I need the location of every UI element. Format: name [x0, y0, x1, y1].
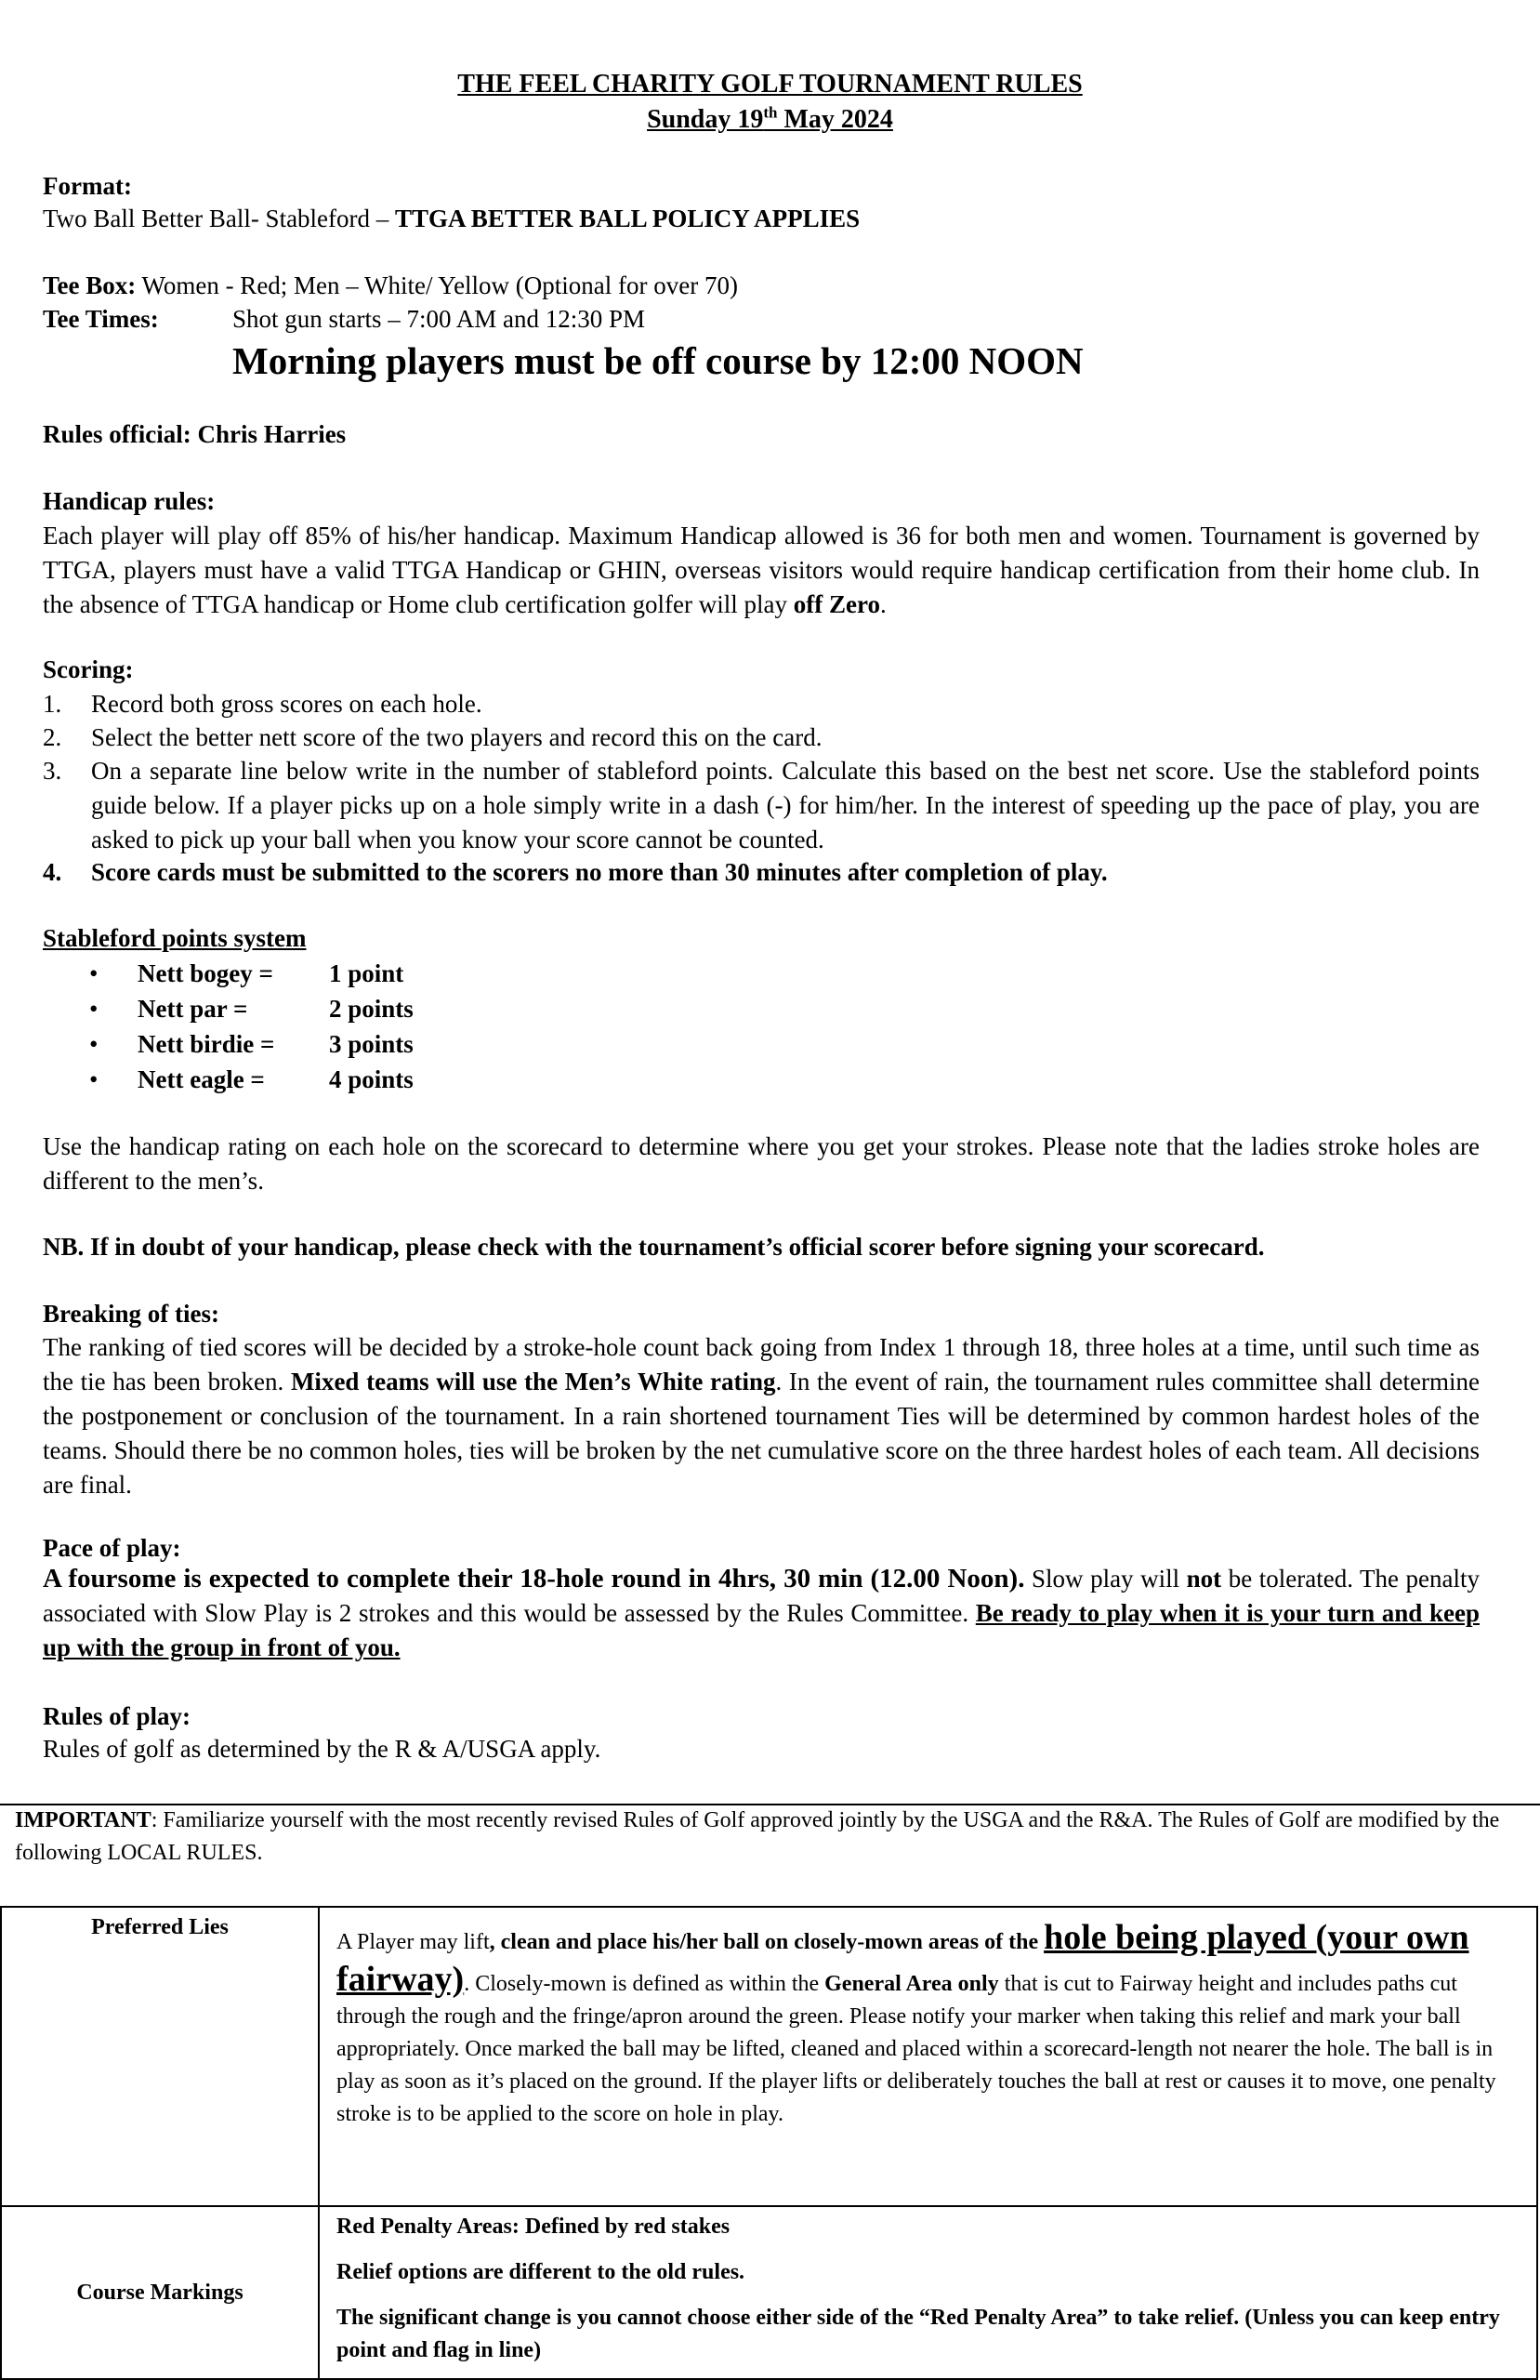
nb-note: NB. If in doubt of your handicap, please check with the tournament’s official scorer before signing your scorecard. [43, 1233, 1265, 1261]
format-text: Two Ball Better Ball- Stableford – TTGA BETTER BALL POLICY APPLIES [43, 205, 861, 232]
rules-document: THE FEEL CHARITY GOLF TOURNAMENT RULES Sunday 19th May 2024 Format: Two Ball Better Ball- Stableford – TTGA BETTER BALL POLICY APPLIES Tee Box: Women - Red; Men – White/ Yellow (Optional for over 70) Tee Times: Shot gun starts – 7:00 AM and 12:30 PM Morning players must be off course by 12:00 NOON Rules official: Chris Harries Handicap rules: Each player will play off 85% of his/her handicap. Maximum Handicap allowed is 36 for both men and women. Tournament is governed by TTGA, players must have a valid TTGA Handicap or GHIN, overseas visitors would require handicap certification from their home club. In the absence of TTGA handicap or Home club certification golfer will play off Zero. Scoring: 1. Record both gross scores on each hole. 2. Select the better nett score of the two players and record this on the card. 3. On a separate line below write in the number of stableford points. Calculate this based on the best net score. Use the stableford points guide below. If a player picks up on a hole simply write in a dash (-) for him/her. In the interest of speeding up the pace of play, you are asked to pick up your ball when you know your score cannot be counted. 4. Score cards must be submitted to the scorers no more than 30 minutes after completion of play. Stableford points system • Nett bogey = 1 point • Nett par = 2 points • Nett birdie = 3 points • Nett eagle = 4 points Use the handicap rating on each hole on the scorecard to determine where you get your strokes. Please note that the ladies stroke holes are different to the men’s. NB. If in doubt of your handicap, please check with the tournament’s official scorer before signing your scorecard. Breaking of ties: The ranking of tied scores will be decided by a stroke-hole count back going from Index 1 through 18, three holes at a time, until such time as the tie has been broken. Mixed teams will use the Men’s White rating. In the event of rain, the tournament rules committee shall determine the postponement or conclusion of the tournament. In a rain shortened tournament Ties will be determined by common hardest holes of the teams. Should there be no common holes, ties will be broken by the net cumulative score on the three hardest holes of each team. All decisions are final. Pace of play: A foursome is expected to complete their 18-hole round in 4hrs, 30 min (12.00 Noon). Slow play will not be tolerated. The penalty associated with Slow Play is 2 strokes and this would be assessed by the Rules Committee. Be ready to play when it is your turn and keep up with the group in front of you. Rules of play: Rules of golf as determined by the R & A/USGA apply. IMPORTANT: Familiarize yourself with the most recently revised Rules of Golf approved jointly by the USGA and the R&A. The Rules of Golf are modified by the following LOCAL RULES. Preferred Lies A Player may lift, clean and place his/her ball on closely-mown areas of the hole being played (your own fairway). Closely-mown is defined as within the General Area only that is cut to Fairway height and includes paths cut through the rough and the fringe/apron around the green. Please notify your marker when taking this relief and mark your ball appropriately. Once marked the ball may be lifted, cleaned and placed within a scorecard-length not nearer the hole. The ball is in play as soon as it’s placed on the ground. If the player lifts or deliberately touches the ball at rest or causes it to move, one penalty stroke is to be applied to the score on hole in play. Course Markings Red Penalty Areas: Defined by red stakes Relief options are different to the old rules. The significant change is you cannot choose either side of the “Red Penalty Area” to take relief. (Unless you can keep entry point and flag in line) [0, 0, 1540, 2380]
pace-text: A foursome is expected to complete their 18-hole round in 4hrs, 30 min (12.00 Noon). Slow play will not be tolerated. The penalty associated with Slow Play is 2 strokes and this would be assessed by the Rules Committee. Be ready to play when it is your turn and keep up with the group in front of you. [43, 1564, 1480, 1661]
ties-text: The ranking of tied scores will be decided by a stroke-hole count back going from Index 1 through 18, three holes at a time, until such time as the tie has been broken. Mixed teams will use the Men’s White rating. In the event of rain, the tournament rules committee shall determine the postponement or conclusion of the tournament. In a rain shortened tournament Ties will be determined by common hardest holes of the teams. Should there be no common holes, ties will be broken by the net cumulative score on the three hardest holes of each team. All decisions are final. [43, 1333, 1480, 1499]
course-markings-line: Red Penalty Areas: Defined by red stakes [336, 2215, 731, 2239]
pace-heading: Pace of play: [43, 1534, 181, 1562]
preferred-lies-label: Preferred Lies [1, 1907, 319, 2206]
document-date: Sunday 19th May 2024 [647, 103, 893, 134]
rules-of-play-text: Rules of golf as determined by the R & A/USGA apply. [43, 1735, 601, 1763]
document-title: THE FEEL CHARITY GOLF TOURNAMENT RULES [457, 70, 1083, 99]
stableford-heading: Stableford points system [43, 924, 307, 952]
tee-times: Tee Times: Shot gun starts – 7:00 AM and 12:30 PM [43, 305, 646, 333]
handicap-heading: Handicap rules: [43, 487, 216, 515]
tee-box: Tee Box: Women - Red; Men – White/ Yellow (Optional for over 70) [43, 271, 738, 299]
table-row [1, 1907, 1537, 2206]
scoring-heading: Scoring: [43, 655, 134, 683]
handicap-rating-note: Use the handicap rating on each hole on the scorecard to determine where you get your strokes. Please note that the ladies stroke holes are different to the men’s. [43, 1132, 1480, 1195]
format-heading: Format: [43, 172, 132, 200]
morning-notice: Morning players must be off course by 12:00 NOON [232, 339, 1084, 382]
course-markings-label: Course Markings [1, 2206, 319, 2379]
rules-official: Rules official: Chris Harries [43, 420, 347, 448]
course-markings-line: Relief options are different to the old rules. [336, 2260, 745, 2284]
rules-of-play-heading: Rules of play: [43, 1702, 191, 1730]
preferred-lies-content: A Player may lift, clean and place his/her ball on closely-mown areas of the hole being played (your own fairway). Closely-mown is defined as within the General Area only that is cut to Fairway height and includes paths cut through the rough and the fringe/apron around the green. Please notify your marker when taking this relief and mark your ball appropriately. Once marked the ball may be lifted, cleaned and placed within a scorecard-length not nearer the hole. The ball is in play as soon as it’s placed on the ground. If the player lifts or deliberately touches the ball at rest or causes it to move, one penalty stroke is to be applied to the score on hole in play. [319, 1907, 1537, 2206]
course-markings-content [319, 2206, 1537, 2379]
local-rules-table [0, 1906, 1538, 2380]
table-row [1, 2206, 1537, 2379]
important-note: IMPORTANT: Familiarize yourself with the most recently revised Rules of Golf approved jointly by the USGA and the R&A. The Rules of Golf are modified by the following LOCAL RULES. [15, 1808, 1500, 1865]
handicap-text: Each player will play off 85% of his/her handicap. Maximum Handicap allowed is 36 for both men and women. Tournament is governed by TTGA, players must have a valid TTGA Handicap or GHIN, overseas visitors would require handicap certification from their home club. In the absence of TTGA handicap or Home club certification golfer will play off Zero. [43, 522, 1480, 618]
course-markings-line: The significant change is you cannot choose either side of the “Red Penalty Area” to take relief. (Unless you can keep entry point and flag in line) [336, 2306, 1500, 2362]
ties-heading: Breaking of ties: [43, 1300, 219, 1328]
